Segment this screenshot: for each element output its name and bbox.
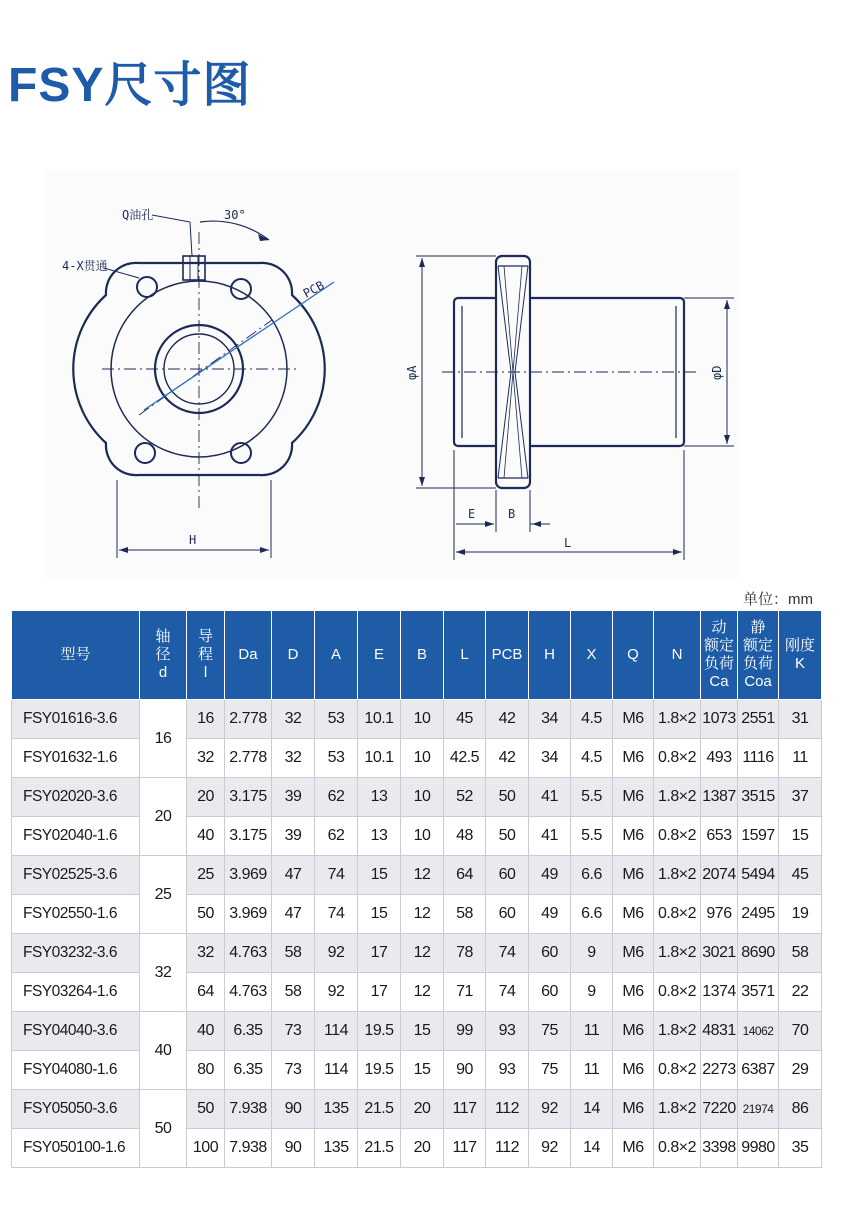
table-row	[12, 700, 822, 739]
Q-cell: M6	[613, 856, 654, 895]
B-cell: 12	[401, 895, 444, 934]
D-cell: 39	[272, 778, 315, 817]
L-cell: 64	[444, 856, 486, 895]
N-cell: 0.8×2	[654, 739, 701, 778]
coa-cell: 1116	[738, 739, 779, 778]
model-cell: FSY02525-3.6	[12, 856, 140, 895]
N-cell: 1.8×2	[654, 1090, 701, 1129]
B-cell: 20	[401, 1090, 444, 1129]
D-cell: 32	[272, 739, 315, 778]
table-row	[12, 973, 822, 1012]
lead-cell: 20	[187, 778, 225, 817]
b-label: B	[508, 507, 516, 521]
shaft-dia-cell: 50	[140, 1090, 187, 1168]
E-cell: 15	[358, 856, 401, 895]
B-cell: 12	[401, 934, 444, 973]
D-cell: 32	[272, 700, 315, 739]
X-cell: 6.6	[571, 895, 613, 934]
Q-cell: M6	[613, 817, 654, 856]
lead-cell: 50	[187, 895, 225, 934]
N-cell: 0.8×2	[654, 1051, 701, 1090]
table-row	[12, 895, 822, 934]
k-cell: 70	[779, 1012, 822, 1051]
pcb-cell: 74	[486, 973, 529, 1012]
pcb-cell: 50	[486, 817, 529, 856]
table-row	[12, 778, 822, 817]
page-title: FSY尺寸图	[8, 59, 252, 112]
X-cell: 5.5	[571, 817, 613, 856]
model-cell: FSY02020-3.6	[12, 778, 140, 817]
N-cell: 1.8×2	[654, 778, 701, 817]
model-cell: FSY03232-3.6	[12, 934, 140, 973]
L-cell: 99	[444, 1012, 486, 1051]
A-cell: 74	[315, 856, 358, 895]
oil-hole-label: Q油孔	[122, 208, 154, 222]
H-cell: 41	[529, 817, 571, 856]
E-cell: 21.5	[358, 1129, 401, 1168]
model-cell: FSY04040-3.6	[12, 1012, 140, 1051]
da-cell: 3.175	[225, 778, 272, 817]
B-cell: 12	[401, 856, 444, 895]
model-cell: FSY050100-1.6	[12, 1129, 140, 1168]
N-cell: 1.8×2	[654, 1012, 701, 1051]
H-cell: 34	[529, 700, 571, 739]
k-cell: 29	[779, 1051, 822, 1090]
coa-cell: 21974	[738, 1090, 779, 1129]
A-cell: 135	[315, 1129, 358, 1168]
Q-cell: M6	[613, 895, 654, 934]
model-cell: FSY01616-3.6	[12, 700, 140, 739]
E-cell: 21.5	[358, 1090, 401, 1129]
da-cell: 4.763	[225, 973, 272, 1012]
X-cell: 9	[571, 934, 613, 973]
coa-cell: 6387	[738, 1051, 779, 1090]
col-model: 型号	[12, 611, 140, 700]
coa-cell: 8690	[738, 934, 779, 973]
N-cell: 1.8×2	[654, 934, 701, 973]
col-B: B	[401, 611, 444, 700]
shaft-dia-cell: 40	[140, 1012, 187, 1090]
L-cell: 90	[444, 1051, 486, 1090]
pcb-cell: 112	[486, 1129, 529, 1168]
H-cell: 75	[529, 1012, 571, 1051]
X-cell: 4.5	[571, 739, 613, 778]
col-N: N	[654, 611, 701, 700]
Q-cell: M6	[613, 1129, 654, 1168]
table-row	[12, 1129, 822, 1168]
spec-table	[11, 610, 822, 1168]
da-cell: 2.778	[225, 700, 272, 739]
L-cell: 117	[444, 1129, 486, 1168]
B-cell: 10	[401, 739, 444, 778]
table-row	[12, 1051, 822, 1090]
H-cell: 60	[529, 934, 571, 973]
through-hole-label: 4-X贯通	[62, 259, 108, 273]
pcb-cell: 50	[486, 778, 529, 817]
N-cell: 0.8×2	[654, 973, 701, 1012]
col-ca: 动 额定 负荷 Ca	[701, 611, 738, 700]
model-cell: FSY02550-1.6	[12, 895, 140, 934]
col-da: Da	[225, 611, 272, 700]
A-cell: 92	[315, 934, 358, 973]
ca-cell: 1374	[701, 973, 738, 1012]
L-cell: 42.5	[444, 739, 486, 778]
L-cell: 58	[444, 895, 486, 934]
col-shaft-dia: 轴 径 d	[140, 611, 187, 700]
pcb-cell: 93	[486, 1012, 529, 1051]
N-cell: 0.8×2	[654, 1129, 701, 1168]
lead-cell: 40	[187, 817, 225, 856]
X-cell: 9	[571, 973, 613, 1012]
Q-cell: M6	[613, 1090, 654, 1129]
da-cell: 7.938	[225, 1129, 272, 1168]
N-cell: 0.8×2	[654, 895, 701, 934]
D-cell: 73	[272, 1051, 315, 1090]
k-cell: 37	[779, 778, 822, 817]
lead-cell: 64	[187, 973, 225, 1012]
E-cell: 13	[358, 778, 401, 817]
X-cell: 11	[571, 1012, 613, 1051]
A-cell: 53	[315, 700, 358, 739]
shaft-dia-cell: 16	[140, 700, 187, 778]
table-row	[12, 817, 822, 856]
E-cell: 13	[358, 817, 401, 856]
X-cell: 11	[571, 1051, 613, 1090]
col-L: L	[444, 611, 486, 700]
X-cell: 14	[571, 1129, 613, 1168]
coa-cell: 5494	[738, 856, 779, 895]
N-cell: 0.8×2	[654, 817, 701, 856]
D-cell: 58	[272, 973, 315, 1012]
lead-cell: 50	[187, 1090, 225, 1129]
lead-cell: 40	[187, 1012, 225, 1051]
model-cell: FSY04080-1.6	[12, 1051, 140, 1090]
E-cell: 17	[358, 973, 401, 1012]
E-cell: 10.1	[358, 739, 401, 778]
k-cell: 45	[779, 856, 822, 895]
ca-cell: 2273	[701, 1051, 738, 1090]
H-cell: 34	[529, 739, 571, 778]
col-Q: Q	[613, 611, 654, 700]
coa-cell: 9980	[738, 1129, 779, 1168]
da-cell: 6.35	[225, 1051, 272, 1090]
H-cell: 49	[529, 856, 571, 895]
model-cell: FSY05050-3.6	[12, 1090, 140, 1129]
E-cell: 10.1	[358, 700, 401, 739]
coa-cell: 3571	[738, 973, 779, 1012]
H-cell: 60	[529, 973, 571, 1012]
da-cell: 3.969	[225, 856, 272, 895]
k-cell: 22	[779, 973, 822, 1012]
D-cell: 90	[272, 1129, 315, 1168]
coa-cell: 1597	[738, 817, 779, 856]
col-coa: 静 额定 负荷 Coa	[738, 611, 779, 700]
D-cell: 47	[272, 856, 315, 895]
E-cell: 19.5	[358, 1012, 401, 1051]
table-row	[12, 934, 822, 973]
col-X: X	[571, 611, 613, 700]
H-cell: 92	[529, 1090, 571, 1129]
H-cell: 41	[529, 778, 571, 817]
A-cell: 92	[315, 973, 358, 1012]
lead-cell: 80	[187, 1051, 225, 1090]
col-A: A	[315, 611, 358, 700]
X-cell: 5.5	[571, 778, 613, 817]
pcb-cell: 60	[486, 895, 529, 934]
coa-cell: 2495	[738, 895, 779, 934]
k-cell: 31	[779, 700, 822, 739]
model-cell: FSY02040-1.6	[12, 817, 140, 856]
ca-cell: 653	[701, 817, 738, 856]
A-cell: 114	[315, 1012, 358, 1051]
ca-cell: 1073	[701, 700, 738, 739]
D-cell: 58	[272, 934, 315, 973]
A-cell: 53	[315, 739, 358, 778]
col-k: 刚度 K	[779, 611, 822, 700]
coa-cell: 14062	[738, 1012, 779, 1051]
D-cell: 39	[272, 817, 315, 856]
table-row	[12, 856, 822, 895]
ca-cell: 493	[701, 739, 738, 778]
Q-cell: M6	[613, 1051, 654, 1090]
k-cell: 35	[779, 1129, 822, 1168]
da-cell: 2.778	[225, 739, 272, 778]
D-cell: 47	[272, 895, 315, 934]
h-label: H	[189, 533, 197, 547]
N-cell: 1.8×2	[654, 856, 701, 895]
shaft-dia-cell: 32	[140, 934, 187, 1012]
model-cell: FSY03264-1.6	[12, 973, 140, 1012]
k-cell: 86	[779, 1090, 822, 1129]
H-cell: 92	[529, 1129, 571, 1168]
X-cell: 14	[571, 1090, 613, 1129]
L-cell: 45	[444, 700, 486, 739]
A-cell: 74	[315, 895, 358, 934]
col-E: E	[358, 611, 401, 700]
ca-cell: 4831	[701, 1012, 738, 1051]
table-row	[12, 1090, 822, 1129]
X-cell: 4.5	[571, 700, 613, 739]
da-cell: 3.969	[225, 895, 272, 934]
B-cell: 15	[401, 1051, 444, 1090]
lead-cell: 25	[187, 856, 225, 895]
pcb-cell: 42	[486, 739, 529, 778]
shaft-dia-cell: 20	[140, 778, 187, 856]
table-row	[12, 1012, 822, 1051]
B-cell: 12	[401, 973, 444, 1012]
pcb-cell: 112	[486, 1090, 529, 1129]
ca-cell: 7220	[701, 1090, 738, 1129]
k-cell: 11	[779, 739, 822, 778]
angle-label: 30°	[224, 208, 246, 222]
A-cell: 135	[315, 1090, 358, 1129]
phi-d-label: φD	[710, 365, 724, 380]
ca-cell: 2074	[701, 856, 738, 895]
da-cell: 6.35	[225, 1012, 272, 1051]
coa-cell: 2551	[738, 700, 779, 739]
model-cell: FSY01632-1.6	[12, 739, 140, 778]
l-label: L	[564, 536, 572, 550]
B-cell: 10	[401, 817, 444, 856]
L-cell: 117	[444, 1090, 486, 1129]
coa-cell: 3515	[738, 778, 779, 817]
da-cell: 7.938	[225, 1090, 272, 1129]
Q-cell: M6	[613, 739, 654, 778]
A-cell: 62	[315, 778, 358, 817]
e-label: E	[468, 507, 476, 521]
lead-cell: 32	[187, 934, 225, 973]
Q-cell: M6	[613, 1012, 654, 1051]
ca-cell: 3021	[701, 934, 738, 973]
ca-cell: 3398	[701, 1129, 738, 1168]
L-cell: 48	[444, 817, 486, 856]
X-cell: 6.6	[571, 856, 613, 895]
col-H: H	[529, 611, 571, 700]
table-row	[12, 739, 822, 778]
lead-cell: 100	[187, 1129, 225, 1168]
Q-cell: M6	[613, 973, 654, 1012]
ca-cell: 1387	[701, 778, 738, 817]
phi-a-label: φA	[405, 365, 419, 380]
L-cell: 52	[444, 778, 486, 817]
E-cell: 19.5	[358, 1051, 401, 1090]
table-header-row	[12, 611, 822, 700]
E-cell: 15	[358, 895, 401, 934]
unit-label: 单位：mm	[743, 591, 813, 608]
Q-cell: M6	[613, 778, 654, 817]
dimension-drawing	[44, 170, 740, 578]
H-cell: 75	[529, 1051, 571, 1090]
L-cell: 71	[444, 973, 486, 1012]
lead-cell: 16	[187, 700, 225, 739]
Q-cell: M6	[613, 934, 654, 973]
shaft-dia-cell: 25	[140, 856, 187, 934]
pcb-cell: 42	[486, 700, 529, 739]
da-cell: 4.763	[225, 934, 272, 973]
B-cell: 15	[401, 1012, 444, 1051]
col-pcb: PCB	[486, 611, 529, 700]
Q-cell: M6	[613, 700, 654, 739]
lead-cell: 32	[187, 739, 225, 778]
pcb-cell: 93	[486, 1051, 529, 1090]
N-cell: 1.8×2	[654, 700, 701, 739]
k-cell: 58	[779, 934, 822, 973]
B-cell: 20	[401, 1129, 444, 1168]
D-cell: 90	[272, 1090, 315, 1129]
L-cell: 78	[444, 934, 486, 973]
ca-cell: 976	[701, 895, 738, 934]
pcb-label: PCB	[300, 278, 327, 301]
B-cell: 10	[401, 700, 444, 739]
H-cell: 49	[529, 895, 571, 934]
A-cell: 114	[315, 1051, 358, 1090]
col-D: D	[272, 611, 315, 700]
col-lead: 导 程 l	[187, 611, 225, 700]
A-cell: 62	[315, 817, 358, 856]
k-cell: 19	[779, 895, 822, 934]
B-cell: 10	[401, 778, 444, 817]
pcb-cell: 74	[486, 934, 529, 973]
E-cell: 17	[358, 934, 401, 973]
pcb-cell: 60	[486, 856, 529, 895]
da-cell: 3.175	[225, 817, 272, 856]
D-cell: 73	[272, 1012, 315, 1051]
k-cell: 15	[779, 817, 822, 856]
